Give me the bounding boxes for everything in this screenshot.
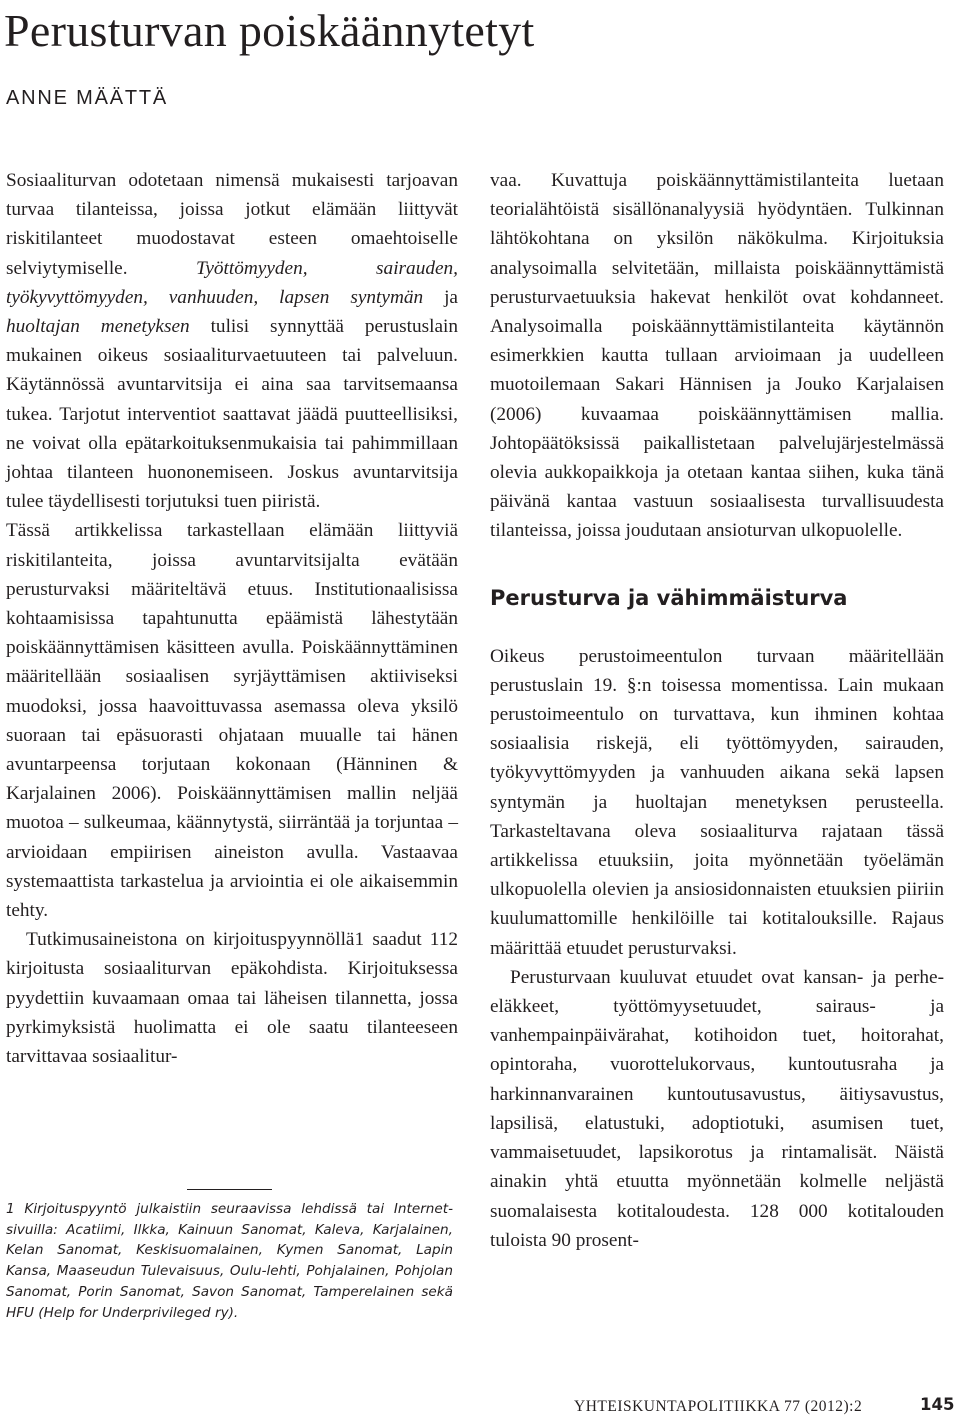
running-footer: YHTEISKUNTAPOLITIIKKA 77 (2012):2 [574, 1398, 863, 1415]
paragraph-article-scope: Tässä artikkelissa tarkastellaan elämään liittyviä riskitilanteita, joissa avuntarvitsijalta evätään perusturvaksi määriteltävä etuus. Institutionaalisissa kohtaamisissa tapahtunutta epäämistä lähestytään poiskäännyttämisen käsitteen avulla. Poiskäännyttäminen määritellään sosiaalisen syrjäyttämisen aktiiviseksi muodoksi, jossa haavoittuvassa asemassa oleva yksilö suoraan tai epäsuorasti ohjataan muualle tai hänen avuntarpeensa torjutaan kokonaan (Hänninen & Karjalainen 2006). Poiskäännyttämisen mallin neljää muotoa – sulkeumaa, käännytystä, siirräntää ja torjuntaa – arvioidaan empiirisen aineiston avulla. Vastaavaa systemaattista tarkastelua ja arviointia ei ole aikaisemmin tehty. [6, 520, 458, 922]
article-author: ANNE MÄÄTTÄ [6, 87, 169, 109]
intro-text-3: tulisi synnyttää perustuslain mukainen oikeus sosiaaliturvaetuuteen tai palveluun. Käytännössä avuntarvitsija ei aina saa tarvitsemaansa tukea. Tarjotut interventiot saattavat jäädä puutteellisiksi, ne voivat olla epätarkoituksenmukaisia tai pahimmillaan johtaa tilanteen huononemiseen. Joskus avuntarvitsija tulee täydellisesti torjutuksi tuen piiristä. [6, 316, 459, 513]
paragraph-analysis: vaa. Kuvattuja poiskäännyttämistilanteita luetaan teorialähtöistä sisällönanalyysiä hyödyntäen. Tulkinnan lähtökohtana on yksilön näkökulma. Kirjoituksia analysoimalla selvitetään, millaista poiskäännyttämistä perusturvaetuuksia hakevat henkilöt ovat kohdanneet. Analysoimalla poiskäännyttämistilanteita käytännön esimerkkien kautta tullaan arvioimaan ja uudelleen muotoilemaan Sakari Hännisen ja Jouko Karjalaisen (2006) kuvaamaa poiskäännyttämisen mallia. Johtopäätöksissä paikallistetaan palvelujärjestelmässä olevia aukkopaikkoja ja otetaan kantaa siihen, kuka tänä päivänä kantaa vastuun sosiaalisesta turvallisuudesta tilanteissa, joissa joudutaan ansioturvan ulkopuolelle. [490, 170, 944, 542]
paragraph-research-data: Tutkimusaineistona on kirjoituspyynnöllä1 saadut 112 kirjoitusta sosiaaliturvan epäkohdista. Kirjoituksessa pyydettiin kuvaamaan omaa tai läheisen tilannetta, jossa pyrkimyksistä huolimatta ei ole saatu tilanteeseen tarvittavaa sosiaalitur- [6, 929, 458, 1068]
paragraph-intro [6, 166, 458, 516]
footnote-divider [187, 1189, 272, 1190]
intro-text-2: ja [423, 286, 458, 308]
intro-italic-risks: Työttömyyden, sairauden, työkyvyttömyyden, vanhuuden, lapsen syntymän [6, 257, 458, 308]
left-column [6, 166, 458, 1071]
article-title: Perusturvan poiskäännytetyt [4, 5, 535, 56]
intro-text-1: Sosiaaliturvan odotetaan nimensä mukaisesti tarjoavan turvaa tilanteissa, joissa jotkut elämään liittyvät riskitilanteet muodostavat esteen omaehtoiselle selviytymiselle. [6, 170, 458, 279]
paragraph-basic-income-right: Oikeus perustoimeentulon turvaan määritellään perustuslain 19. §:n toisessa momentissa. Lain mukaan perustoimeentulo on turvattava, kun ihminen kohtaa sosiaalisia riskejä, eli työttömyyden, sairauden, työkyvyttömyyden ja vanhuuden aikana sekä lapsen syntymän ja huoltajan menetyksen perusteella. Tarkasteltavana oleva sosiaaliturva rajataan tässä artikkelissa etuuksiin, joita myönnetään työelämän ulkopuolella olevien ja ansiosidonnaisten etuuksien piiriin kuulumattomille henkilöille tai kotitalouksille. Rajaus määrittää etuudet perusturvaksi. [490, 645, 944, 959]
right-column [490, 166, 944, 1255]
section-heading: Perusturva ja vähimmäisturva [490, 585, 848, 610]
paragraph-benefits-list: Perusturvaan kuuluvat etuudet ovat kansan- ja perhe-eläkkeet, työttömyysetuudet, sairaus- ja vanhempainpäivärahat, kotihoidon tuet, hoitorahat, opintoraha, vuorottelukorvaus, kuntoutusraha ja harkinnanvarainen kuntoutusavustus, äitiysavustus, lapsilisä, elatustuki, adoptiotuki, asumisen tuet, vammaisetuudet, lapsikorotus ja rintamalisät. Näistä ainakin yhtä etuutta myönnetään kolmelle neljästä suomalaisesta kotitaloudesta. 128 000 kotitalouden tuloista 90 prosent- [490, 966, 944, 1251]
intro-italic-guardian: huoltajan menetyksen [6, 316, 190, 338]
footnote: 1 Kirjoituspyyntö julkaistiin seuraavissa lehdissä tai Internet-sivuilla: Acatiimi, Ilkka, Kainuun Sanomat, Kaleva, Karjalainen, Kelan Sanomat, Keskisuomalainen, Kymen Sanomat, Lapin Kansa, Maaseudun Tulevaisuus, Oulu-lehti, Pohjalainen, Pohjolan Sanomat, Porin Sanomat, Savon Sanomat, Tamperelainen sekä HFU (Help for Underprivileged ry). [6, 1201, 453, 1321]
page-number: 145 [920, 1395, 955, 1414]
